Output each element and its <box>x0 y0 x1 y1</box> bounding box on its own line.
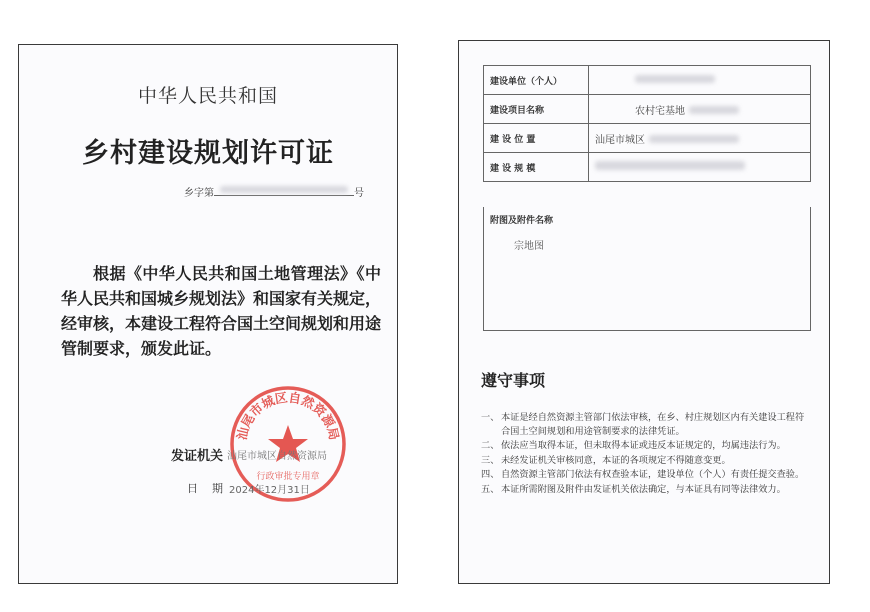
table-row <box>484 95 811 124</box>
redacted-value <box>595 161 745 170</box>
country-name: 中华人民共和国 <box>137 85 278 107</box>
table-row <box>484 124 811 153</box>
list-item: 二、 依法应当取得本证，但未取得本证或违反本证规定的，均属违法行为。 <box>481 440 786 451</box>
seal-text: 汕尾市城区自然资源局 <box>233 389 343 442</box>
date-label: 日期 <box>187 482 237 495</box>
table-row <box>484 153 811 182</box>
rules-title: 遵守事项 <box>481 371 546 390</box>
cert-no-prefix: 乡字第 <box>184 188 214 199</box>
row-label: 建 设 规 模 <box>484 153 589 182</box>
row-value <box>589 66 811 95</box>
row-value: 农村宅基地 <box>589 95 811 124</box>
attachments-value: 宗地图 <box>514 241 544 252</box>
redacted-value <box>689 106 739 114</box>
project-info-table <box>483 65 811 182</box>
row-value <box>589 153 811 182</box>
table-row <box>484 66 811 95</box>
certificate-body-text: 根据《中华人民共和国土地管理法》《中华人民共和国城乡规划法》和国家有关规定，经审核，本建设工程符合国土空间规划和用途管制要求，颁发此证。 <box>61 264 382 358</box>
date-value: 2024年12月31日 <box>229 485 310 496</box>
attachments-box <box>483 207 811 331</box>
issuer-label: 发证机关 <box>171 449 224 464</box>
redacted-value <box>635 75 715 83</box>
attachments-label: 附图及附件名称 <box>490 216 554 226</box>
seal-subtext: 行政审批专用章 <box>256 472 320 482</box>
list-item: 三、 未经发证机关审核同意，本证的各项规定不得随意变更。 <box>481 454 731 466</box>
certificate-back-page <box>458 40 830 584</box>
cert-no-line <box>214 186 354 196</box>
row-label: 建 设 位 置 <box>484 124 589 153</box>
row-label: 建设单位（个人） <box>484 66 589 95</box>
rules-list <box>481 411 813 497</box>
cert-no-suffix: 号 <box>354 188 364 199</box>
redacted-number <box>220 186 348 193</box>
list-item: 一、 本证是经自然资源主管部门依法审核，在乡、村庄规划区内有关建设工程符合国土空间规划和用途管制要求的法律凭证。 <box>481 412 805 437</box>
certificate-title: 乡村建设规划许可证 <box>82 138 334 169</box>
issuer-value: 汕尾市城区自然资源局 <box>227 451 327 462</box>
certificate-front-page <box>18 44 398 584</box>
list-item: 五、 本证所需附图及附件由发证机关依法确定，与本证具有同等法律效力。 <box>481 483 786 495</box>
redacted-value <box>649 135 739 143</box>
certificate-number <box>184 184 364 199</box>
row-label: 建设项目名称 <box>484 95 589 124</box>
row-value: 汕尾市城区 <box>589 124 811 153</box>
list-item: 四、 自然资源主管部门依法有权查验本证，建设单位（个人）有责任提交查验。 <box>481 469 805 480</box>
